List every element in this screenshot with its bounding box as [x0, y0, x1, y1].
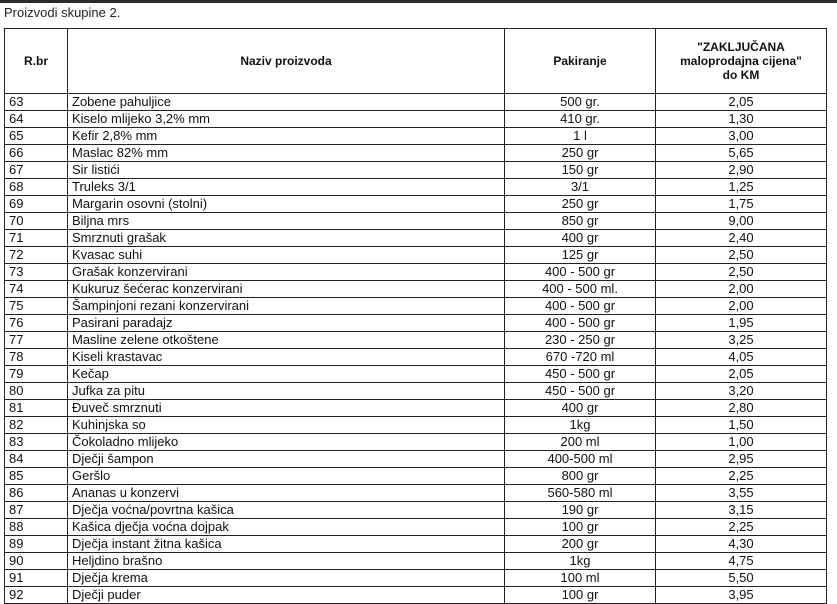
cell-pakiranje: 400 gr: [505, 400, 656, 417]
cell-cijena: 1,50: [656, 417, 827, 434]
cell-pakiranje: 850 gr: [505, 213, 656, 230]
cell-rbr: 71: [5, 230, 68, 247]
cell-pakiranje: 250 gr: [505, 145, 656, 162]
cell-naziv: Đuveč smrznuti: [68, 400, 505, 417]
cell-naziv: Kukuruz šećerac konzervirani: [68, 281, 505, 298]
cell-naziv: Kuhinjska so: [68, 417, 505, 434]
cell-cijena: 2,90: [656, 162, 827, 179]
cell-cijena: 2,95: [656, 451, 827, 468]
table-row: [5, 196, 827, 213]
cell-pakiranje: 100 ml: [505, 570, 656, 587]
cell-naziv: Sir listići: [68, 162, 505, 179]
table-row: [5, 570, 827, 587]
cell-pakiranje: 1kg: [505, 553, 656, 570]
cell-rbr: 67: [5, 162, 68, 179]
cell-rbr: 81: [5, 400, 68, 417]
table-row: [5, 332, 827, 349]
cell-rbr: 72: [5, 247, 68, 264]
header-price-line3: do KM: [722, 68, 760, 82]
cell-cijena: 4,30: [656, 536, 827, 553]
cell-cijena: 3,00: [656, 128, 827, 145]
cell-naziv: Kefir 2,8% mm: [68, 128, 505, 145]
cell-rbr: 63: [5, 94, 68, 111]
cell-naziv: Heljdino brašno: [68, 553, 505, 570]
cell-pakiranje: 200 ml: [505, 434, 656, 451]
cell-pakiranje: 3/1: [505, 179, 656, 196]
table-row: [5, 281, 827, 298]
cell-cijena: 2,80: [656, 400, 827, 417]
cell-cijena: 2,50: [656, 247, 827, 264]
cell-naziv: Margarin osovni (stolni): [68, 196, 505, 213]
cell-pakiranje: 400 gr: [505, 230, 656, 247]
table-body: [5, 94, 827, 604]
cell-cijena: 1,25: [656, 179, 827, 196]
cell-cijena: 2,25: [656, 468, 827, 485]
table-row: [5, 111, 827, 128]
cell-cijena: 1,75: [656, 196, 827, 213]
cell-naziv: Kiseli krastavac: [68, 349, 505, 366]
cell-rbr: 82: [5, 417, 68, 434]
cell-rbr: 80: [5, 383, 68, 400]
cell-cijena: 4,75: [656, 553, 827, 570]
cell-rbr: 73: [5, 264, 68, 281]
cell-naziv: Pasirani paradajz: [68, 315, 505, 332]
cell-rbr: 91: [5, 570, 68, 587]
cell-cijena: 4,05: [656, 349, 827, 366]
cell-naziv: Dječji šampon: [68, 451, 505, 468]
cell-pakiranje: 410 gr.: [505, 111, 656, 128]
products-table: [4, 28, 827, 604]
cell-pakiranje: 450 - 500 gr: [505, 383, 656, 400]
cell-rbr: 84: [5, 451, 68, 468]
cell-rbr: 85: [5, 468, 68, 485]
table-row: [5, 553, 827, 570]
header-rbr: R.br: [5, 29, 68, 94]
cell-cijena: 3,20: [656, 383, 827, 400]
table-row: [5, 451, 827, 468]
cell-rbr: 75: [5, 298, 68, 315]
cell-cijena: 2,00: [656, 281, 827, 298]
cell-cijena: 3,15: [656, 502, 827, 519]
cell-cijena: 2,05: [656, 94, 827, 111]
header-price-line1: "ZAKLJUČANA: [697, 40, 785, 54]
cell-cijena: 1,00: [656, 434, 827, 451]
cell-naziv: Čokoladno mlijeko: [68, 434, 505, 451]
cell-pakiranje: 125 gr: [505, 247, 656, 264]
header-row: [5, 29, 827, 94]
cell-cijena: 5,65: [656, 145, 827, 162]
cell-pakiranje: 250 gr: [505, 196, 656, 213]
cell-naziv: Dječja krema: [68, 570, 505, 587]
cell-pakiranje: 400 - 500 gr: [505, 315, 656, 332]
cell-pakiranje: 500 gr.: [505, 94, 656, 111]
header-price: [656, 29, 827, 94]
table-row: [5, 315, 827, 332]
table-row: [5, 264, 827, 281]
cell-naziv: Geršlo: [68, 468, 505, 485]
cell-naziv: Zobene pahuljice: [68, 94, 505, 111]
cell-cijena: 2,40: [656, 230, 827, 247]
cell-cijena: 2,50: [656, 264, 827, 281]
table-row: [5, 400, 827, 417]
cell-rbr: 90: [5, 553, 68, 570]
cell-cijena: 9,00: [656, 213, 827, 230]
cell-cijena: 2,25: [656, 519, 827, 536]
cell-rbr: 64: [5, 111, 68, 128]
table-row: [5, 519, 827, 536]
cell-rbr: 87: [5, 502, 68, 519]
cell-naziv: Truleks 3/1: [68, 179, 505, 196]
cell-rbr: 74: [5, 281, 68, 298]
cell-naziv: Jufka za pitu: [68, 383, 505, 400]
table-row: [5, 468, 827, 485]
cell-rbr: 89: [5, 536, 68, 553]
cell-rbr: 68: [5, 179, 68, 196]
table-row: [5, 298, 827, 315]
cell-rbr: 83: [5, 434, 68, 451]
cell-rbr: 88: [5, 519, 68, 536]
table-row: [5, 247, 827, 264]
page-caption: Proizvodi skupine 2.: [4, 5, 121, 20]
cell-naziv: Kiselo mlijeko 3,2% mm: [68, 111, 505, 128]
cell-cijena: 1,30: [656, 111, 827, 128]
cell-cijena: 2,00: [656, 298, 827, 315]
table-row: [5, 536, 827, 553]
cell-pakiranje: 200 gr: [505, 536, 656, 553]
cell-pakiranje: 1kg: [505, 417, 656, 434]
table-row: [5, 485, 827, 502]
table-row: [5, 587, 827, 604]
table-row: [5, 145, 827, 162]
cell-naziv: Dječja voćna/povrtna kašica: [68, 502, 505, 519]
cell-naziv: Kvasac suhi: [68, 247, 505, 264]
header-price-line2: maloprodajna cijena": [680, 54, 802, 68]
cell-naziv: Grašak konzervirani: [68, 264, 505, 281]
cell-naziv: Maslac 82% mm: [68, 145, 505, 162]
cell-rbr: 78: [5, 349, 68, 366]
cell-pakiranje: 190 gr: [505, 502, 656, 519]
header-pakiranje: Pakiranje: [505, 29, 656, 94]
cell-pakiranje: 400 - 500 gr: [505, 298, 656, 315]
table-row: [5, 179, 827, 196]
table-row: [5, 128, 827, 145]
header-naziv: Naziv proizvoda: [68, 29, 505, 94]
cell-naziv: Ananas u konzervi: [68, 485, 505, 502]
cell-rbr: 66: [5, 145, 68, 162]
cell-rbr: 65: [5, 128, 68, 145]
cell-naziv: Kečap: [68, 366, 505, 383]
cell-naziv: Smrznuti grašak: [68, 230, 505, 247]
cell-rbr: 86: [5, 485, 68, 502]
cell-pakiranje: 400 - 500 ml.: [505, 281, 656, 298]
cell-pakiranje: 1 l: [505, 128, 656, 145]
cell-cijena: 5,50: [656, 570, 827, 587]
table-row: [5, 162, 827, 179]
cell-cijena: 3,25: [656, 332, 827, 349]
cell-cijena: 1,95: [656, 315, 827, 332]
cell-rbr: 79: [5, 366, 68, 383]
cell-naziv: Kašica dječja voćna dojpak: [68, 519, 505, 536]
cell-naziv: Šampinjoni rezani konzervirani: [68, 298, 505, 315]
cell-rbr: 76: [5, 315, 68, 332]
cell-pakiranje: 450 - 500 gr: [505, 366, 656, 383]
cell-naziv: Dječja instant žitna kašica: [68, 536, 505, 553]
cell-pakiranje: 100 gr: [505, 519, 656, 536]
table-row: [5, 434, 827, 451]
cell-rbr: 92: [5, 587, 68, 604]
table-row: [5, 230, 827, 247]
cell-pakiranje: 560-580 ml: [505, 485, 656, 502]
cell-pakiranje: 800 gr: [505, 468, 656, 485]
cell-rbr: 70: [5, 213, 68, 230]
cell-cijena: 2,05: [656, 366, 827, 383]
cell-pakiranje: 100 gr: [505, 587, 656, 604]
table-row: [5, 366, 827, 383]
cell-pakiranje: 670 -720 ml: [505, 349, 656, 366]
table-row: [5, 383, 827, 400]
cell-pakiranje: 230 - 250 gr: [505, 332, 656, 349]
cell-rbr: 77: [5, 332, 68, 349]
cell-naziv: Masline zelene otkoštene: [68, 332, 505, 349]
table-row: [5, 502, 827, 519]
cell-cijena: 3,95: [656, 587, 827, 604]
table-row: [5, 417, 827, 434]
cell-rbr: 69: [5, 196, 68, 213]
table-row: [5, 94, 827, 111]
cell-cijena: 3,55: [656, 485, 827, 502]
top-border-strip: [0, 0, 837, 3]
cell-naziv: Dječji puder: [68, 587, 505, 604]
table-row: [5, 349, 827, 366]
table-row: [5, 213, 827, 230]
cell-naziv: Biljna mrs: [68, 213, 505, 230]
cell-pakiranje: 400-500 ml: [505, 451, 656, 468]
cell-pakiranje: 400 - 500 gr: [505, 264, 656, 281]
cell-pakiranje: 150 gr: [505, 162, 656, 179]
